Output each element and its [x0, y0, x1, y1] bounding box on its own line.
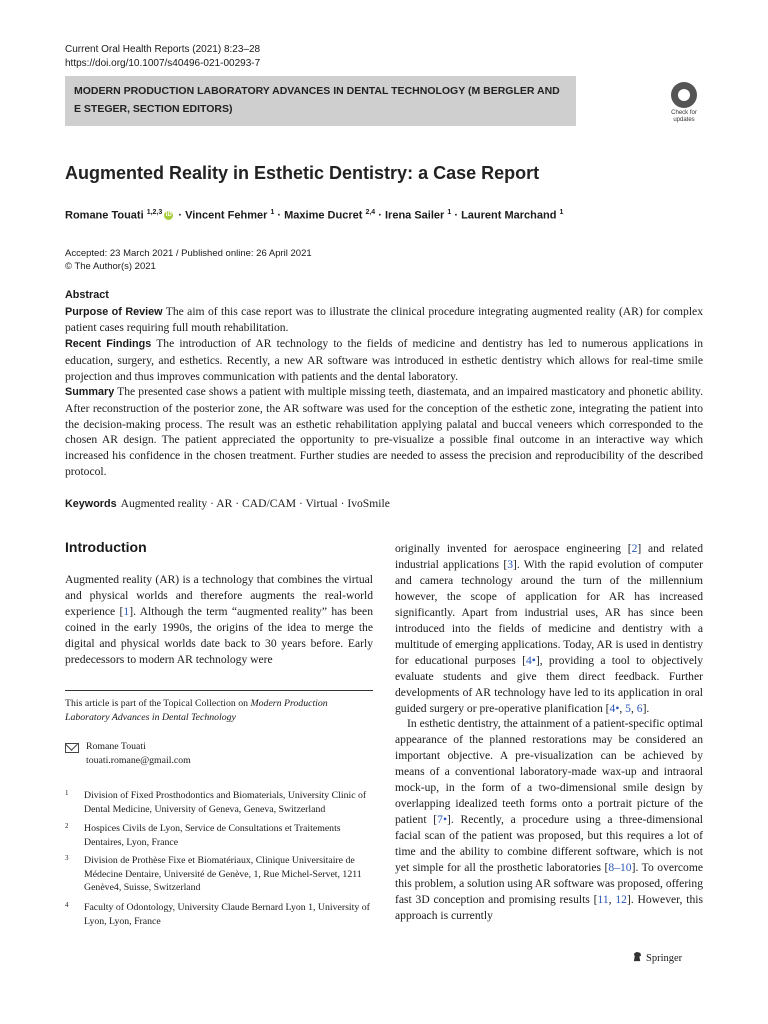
text-run: In esthetic dentistry, the attainment of a patient-specific optimal appearance of the planned restorations may be considered an important objective. A pre-visualization can be achieved by means of a conventional laboratory-made wax-up and intraoral mock-up, in the form of a two-dimensional smile design by overlapping idealized teeth forms onto a portrait picture of the patient [: [395, 717, 703, 827]
publisher-footer: [632, 951, 682, 966]
affiliation-text: Hospices Civils de Lyon, Service de Consultations et Traitements Dentaires, Lyon, France: [84, 823, 341, 848]
author-affiliation: 2,4: [365, 209, 376, 216]
text-run: Augmented reality (AR) is a technology that combines the virtual and physical worlds and therefore augments the real-world experience [: [65, 573, 373, 618]
keywords: [65, 497, 703, 511]
accepted-date: Accepted: 23 March 2021: [65, 248, 174, 259]
author-affiliation: 1: [270, 209, 275, 216]
text-run: ,: [619, 701, 626, 715]
springer-horse-icon: [632, 951, 643, 962]
publication-dates: [65, 247, 312, 273]
author-name[interactable]: Irena Sailer: [384, 209, 445, 222]
author-list: Romane Touati $^{1,2,3}$ iD · Vincent Fehmer $^1$ · Maxime Ducret $^{2,4}$ · Irena Sailer $^1$ · Laurent Marchand $^1$: [65, 209, 564, 222]
citation-link[interactable]: 5: [625, 701, 631, 715]
citation-link[interactable]: 4•: [609, 701, 620, 715]
author-name[interactable]: Romane Touati: [65, 209, 144, 222]
citation-link[interactable]: 6: [636, 701, 643, 715]
text-run: ]. To overcome this problem, a solution using AR software was proposed, offering fast 3D conception and promising results [: [395, 861, 703, 906]
abstract-purpose: [65, 304, 703, 336]
topical-collection-note: [65, 697, 373, 724]
author-name[interactable]: Laurent Marchand: [461, 209, 557, 222]
abstract: [65, 288, 703, 479]
text-run: ,: [608, 892, 616, 906]
abstract-summary: [65, 384, 703, 479]
purpose-label: Purpose of Review: [65, 305, 163, 318]
affiliation-number: 4: [65, 901, 69, 909]
summary-label: Summary: [65, 386, 115, 399]
introduction-heading: Introduction: [65, 539, 147, 555]
text-run: originally invented for aerospace engineering [: [395, 542, 632, 555]
left-column-text: [65, 572, 373, 667]
affiliation-text: Division de Prothèse Fixe et Biomatériaux, Clinique Universitaire de Médecine Dentaire, Université de Genève, 1, Rue Michel-Servet, 1211 Genève4, Suisse, Switzerland: [84, 855, 362, 894]
keywords-label: Keywords: [65, 498, 117, 510]
publisher-name: Springer: [646, 953, 683, 964]
intro-paragraph-2: [395, 716, 703, 923]
author-affiliation: 1,2,3: [146, 209, 163, 216]
author-affiliation: 1: [447, 209, 452, 216]
keywords-text: Augmented reality · AR · CAD/CAM · Virtual · IvoSmile: [120, 497, 390, 510]
text-run: ]. Recently, a procedure using a three-dimensional facial scan of the patient was proposed, but this requires a lot of time and the ability to combine different software, which is not yet simple for all the prosthetic laboratories [: [395, 813, 704, 875]
findings-text: The introduction of AR technology to the fields of medicine and dentistry has led to numerous applications in education, surgery, and esthetics. Recently, a new AR software was introduced in esthetic dentistry which allows for real-time smile projection and thus improves communication with patients and the dental laboratory.: [65, 337, 703, 383]
citation-link[interactable]: 3: [507, 557, 513, 571]
findings-label: Recent Findings: [65, 338, 152, 351]
text-run: ]. However, this approach is currently: [395, 892, 703, 922]
text-run: ]. Although the term “augmented reality” has been coined in the early 1990s, the origins of the idea to merge the digital and physical worlds date back to 30 years before. Early predecessors to modern AR technology were: [65, 604, 373, 666]
section-banner-text: MODERN PRODUCTION LABORATORY ADVANCES IN DENTAL TECHNOLOGY (M BERGLER AND E STEGER, SECTION EDITORS): [74, 85, 560, 115]
orcid-icon[interactable]: iD: [165, 212, 172, 219]
summary-text: The presented case shows a patient with multiple missing teeth, diastemata, and an impaired masticatory and phonetic ability. After reconstruction of the posterior zone, the AR software was used for the conception of the esthetic zone, integrating the patient into the decision-making process. The result was an esthetic rehabilitation applying palatal and buccal veneers which corresponded to the chosen AR design. The patient appreciated the opportunity to pre-visualize a possible final outcome in an interactive way which increased his confidence in the chosen treatment. Further studies are needed to assess the precision and reproducibility of the described protocol.: [65, 385, 703, 478]
copyright: © The Author(s) 2021: [65, 261, 156, 272]
author-name[interactable]: Vincent Fehmer: [185, 209, 268, 222]
text-run: ].: [642, 701, 650, 715]
affiliation-number: 3: [65, 854, 69, 862]
text-run: ] and related industrial applications [: [395, 542, 703, 571]
abstract-findings: [65, 336, 703, 384]
citation-link[interactable]: 1: [123, 604, 130, 618]
doi-link[interactable]: https://doi.org/10.1007/s40496-021-00293-7: [65, 58, 261, 69]
footnote-divider: [65, 690, 373, 691]
citation-link[interactable]: 2: [631, 542, 638, 555]
affiliation-text: Division of Fixed Prosthodontics and Biomaterials, University Clinic of Dental Medicine, University of Geneva, Geneva, Switzerland: [84, 790, 367, 815]
intro-paragraph-1: [65, 572, 373, 667]
author-affiliation: 1: [559, 209, 564, 216]
journal-header: [65, 43, 260, 71]
check-updates-icon: [671, 82, 697, 108]
abstract-heading: Abstract: [65, 289, 109, 301]
corresponding-email[interactable]: touati.romane@gmail.com: [86, 755, 191, 766]
text-run: ], providing a tool to objectively evaluate students and give them direct feedback. Further developments of AR technology have led to its application in oral guided surgery or pre-operative planification [: [395, 653, 704, 715]
published-date: / Published online: 26 April 2021: [175, 248, 312, 259]
check-for-updates-badge[interactable]: [664, 82, 704, 132]
text-run: ]. With the rapid evolution of computer and camera technology around the turn of the millennium however, the scope of application for AR has increased significantly. Apart from industrial uses, AR has since been introduced into the fields of medicine and dentistry with a multitude of emerging applications. Today, AR is used in dentistry for educational purposes [: [395, 557, 703, 667]
journal-citation: Current Oral Health Reports (2021) 8:23–28: [65, 44, 261, 55]
note-prefix: This article is part of the Topical Collection on: [65, 698, 251, 709]
right-column-text: [395, 541, 703, 924]
badge-line2: updates: [673, 117, 695, 123]
text-run: ,: [630, 701, 637, 715]
citation-link[interactable]: 11: [597, 892, 609, 906]
citation-link[interactable]: 8–10: [608, 861, 632, 875]
affiliation-text: Faculty of Odontology, University Claude Bernard Lyon 1, University of Lyon, Lyon, France: [84, 902, 370, 927]
citation-link[interactable]: 12: [615, 892, 627, 906]
article-title: Augmented Reality in Esthetic Dentistry: a Case Report: [65, 163, 540, 183]
citation-link[interactable]: 7•: [437, 813, 448, 827]
envelope-icon: [65, 743, 79, 753]
author-name[interactable]: Maxime Ducret: [284, 209, 363, 222]
affiliation-number: 2: [65, 822, 69, 830]
affiliation-number: 1: [65, 789, 69, 797]
intro-paragraph-1-cont: [395, 541, 703, 716]
purpose-text: The aim of this case report was to illustrate the clinical procedure integrating augmented reality (AR) for complex patient cases requiring full mouth rehabilitation.: [65, 304, 703, 335]
badge-line1: Check for: [671, 110, 697, 116]
correspondence: [86, 740, 191, 768]
citation-link[interactable]: 4•: [526, 653, 536, 667]
corresponding-author: Romane Touati: [86, 741, 146, 752]
collection-name: Modern Production Laboratory Advances in Dental Technology: [65, 698, 328, 723]
section-banner: [65, 76, 576, 126]
